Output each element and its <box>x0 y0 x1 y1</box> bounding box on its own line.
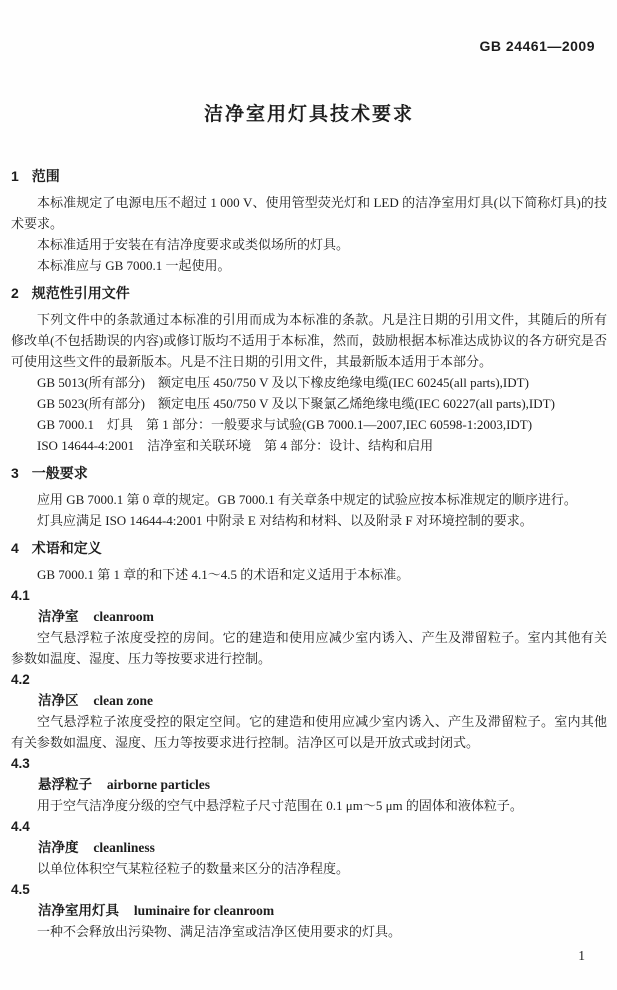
term-zh-4-4: 洁净度 <box>38 840 79 855</box>
definition-4-1: 空气悬浮粒子浓度受控的房间。它的建造和使用应减少室内诱入、产生及滞留粒子。室内其他有关参数如温度、湿度、压力等按要求进行控制。 <box>11 630 607 666</box>
scope-paragraph-3: 本标准应与 GB 7000.1 一起使用。 <box>37 258 231 273</box>
term-line-4-3 <box>38 774 607 795</box>
term-line-4-2 <box>38 690 607 711</box>
section-4-number: 4 <box>11 540 19 556</box>
section-2-title: 规范性引用文件 <box>31 285 130 301</box>
standard-code: GB 24461—2009 <box>479 38 595 54</box>
definition-4-2: 空气悬浮粒子浓度受控的限定空间。它的建造和使用应减少室内诱入、产生及滞留粒子。室内其他有关参数如温度、湿度、压力等按要求进行控制。洁净区可以是开放式或封闭式。 <box>11 714 607 750</box>
term-zh-4-5: 洁净室用灯具 <box>38 903 119 918</box>
definition-4-4: 以单位体积空气某粒径粒子的数量来区分的洁净程度。 <box>37 861 350 876</box>
document-title: 洁净室用灯具技术要求 <box>203 104 414 125</box>
reference-item-1: GB 5013(所有部分) 额定电压 450/750 V 及以下橡皮绝缘电缆(IEC 60245(all parts),IDT) <box>37 375 529 390</box>
term-line-4-4 <box>38 837 607 858</box>
term-zh-4-1: 洁净室 <box>38 609 79 624</box>
clause-number-4-1: 4.1 <box>11 588 30 603</box>
scope-paragraph-1: 本标准规定了电源电压不超过 1 000 V、使用管型荧光灯和 LED 的洁净室用灯具(以下简称灯具)的技术要求。 <box>11 195 607 231</box>
definition-4-5: 一种不会释放出污染物、满足洁净室或洁净区使用要求的灯具。 <box>37 924 402 939</box>
term-line-4-5 <box>38 900 607 921</box>
scope-paragraph-2: 本标准适用于安装在有洁净度要求或类似场所的灯具。 <box>37 237 350 252</box>
terms-intro-paragraph: GB 7000.1 第 1 章的和下述 4.1～4.5 的术语和定义适用于本标准。 <box>37 567 410 582</box>
term-en-4-4: cleanliness <box>93 840 155 855</box>
section-3-heading <box>11 465 607 481</box>
page-number: 1 <box>578 948 585 963</box>
term-en-4-2: clean zone <box>93 693 153 708</box>
term-zh-4-3: 悬浮粒子 <box>38 777 92 792</box>
section-2-number: 2 <box>11 285 19 301</box>
clause-number-4-5: 4.5 <box>11 882 30 897</box>
term-en-4-3: airborne particles <box>106 777 210 792</box>
reference-item-2: GB 5023(所有部分) 额定电压 450/750 V 及以下聚氯乙烯绝缘电缆(IEC 60227(all parts),IDT) <box>37 396 555 411</box>
definition-4-3: 用于空气洁净度分级的空气中悬浮粒子尺寸范围在 0.1 μm～5 μm 的固体和液体粒子。 <box>37 798 523 813</box>
clause-number-4-2: 4.2 <box>11 672 30 687</box>
section-1-heading <box>11 168 607 184</box>
section-3-number: 3 <box>11 465 19 481</box>
section-4-heading <box>11 540 607 556</box>
reference-item-3: GB 7000.1 灯具 第 1 部分：一般要求与试验(GB 7000.1—2007,IEC 60598-1:2003,IDT) <box>37 417 533 432</box>
term-line-4-1 <box>38 606 607 627</box>
section-2-heading <box>11 285 607 301</box>
term-en-4-5: luminaire for cleanroom <box>133 903 275 918</box>
term-zh-4-2: 洁净区 <box>38 693 79 708</box>
normative-intro-paragraph: 下列文件中的条款通过本标准的引用而成为本标准的条款。凡是注日期的引用文件，其随后的所有修改单(不包括勘误的内容)或修订版均不适用于本标准，然而，鼓励根据本标准达成协议的各方研究是否可使用这些文件的最新版本。凡是不注日期的引用文件，其最新版本适用于本部分。 <box>11 312 607 369</box>
clause-number-4-4: 4.4 <box>11 819 30 834</box>
general-req-paragraph-2: 灯具应满足 ISO 14644-4:2001 中附录 E 对结构和材料、以及附录 F 对环境控制的要求。 <box>37 513 533 528</box>
reference-item-4: ISO 14644-4:2001 洁净室和关联环境 第 4 部分：设计、结构和启用 <box>37 438 434 453</box>
section-4-title: 术语和定义 <box>31 540 102 556</box>
section-1-title: 范围 <box>31 168 60 184</box>
section-3-title: 一般要求 <box>31 465 88 481</box>
general-req-paragraph-1: 应用 GB 7000.1 第 0 章的规定。GB 7000.1 有关章条中规定的试验应按本标准规定的顺序进行。 <box>37 492 577 507</box>
section-1-number: 1 <box>11 168 19 184</box>
clause-number-4-3: 4.3 <box>11 756 30 771</box>
term-en-4-1: cleanroom <box>93 609 154 624</box>
